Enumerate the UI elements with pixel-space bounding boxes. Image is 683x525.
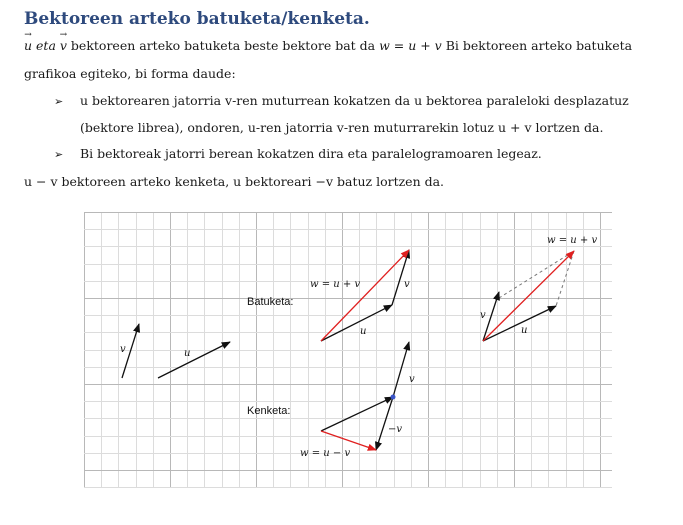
vector-u-arrow	[158, 342, 230, 378]
label-u-standalone: u	[184, 348, 191, 359]
diff-junction-point	[391, 395, 396, 400]
para-dashed-top	[499, 251, 574, 298]
vector-figure	[84, 212, 612, 488]
label-v-sum: v	[404, 279, 410, 290]
page-title: Bektoreen arteko batuketa/kenketa.	[24, 9, 370, 29]
intro-eta: eta	[32, 38, 60, 53]
label-w-diff: w = u − v	[300, 448, 351, 459]
intro-line-1	[24, 38, 632, 53]
bullet-1-line-2: (bektore librea), ondoren, u-ren jatorria v-ren muturrarekin lotuz u + v lortzen da.	[80, 120, 604, 135]
grid	[84, 212, 612, 488]
label-u-para: u	[521, 325, 528, 336]
intro-line-2: grafikoa egiteko, bi forma daude:	[24, 66, 236, 81]
subtraction-line: u − v bektoreen arteko kenketa, u bektoreari −v batuz lortzen da.	[24, 174, 445, 189]
batuketa-label: Batuketa:	[247, 296, 294, 308]
bullet-1-line-1: u bektorearen jatorria v-ren muturrean kokatzen da u bektorea paraleloki desplazatuz	[80, 93, 629, 108]
kenketa-label: Kenketa:	[247, 405, 291, 417]
bullet-arrow-icon: ➢	[54, 95, 64, 108]
vector-u: → u	[24, 38, 32, 53]
sum-u-arrow	[321, 305, 392, 341]
intro-rest: bektoreen arteko batuketa beste bektore bat da	[66, 38, 380, 53]
label-v-standalone: v	[120, 344, 126, 355]
vector-v: → v	[60, 38, 67, 53]
label-v-diff: v	[409, 374, 415, 385]
intro-tail: Bi bektoreen arteko batuketa	[441, 38, 633, 53]
bullet-arrow-icon: ➢	[54, 148, 64, 161]
label-u-sum: u	[360, 326, 367, 337]
label-w-para: w = u + v	[547, 235, 598, 246]
label-v-para: v	[480, 310, 486, 321]
label-neg-v: −v	[388, 424, 403, 435]
label-w-sum: w = u + v	[310, 279, 361, 290]
intro-equation: w = u + v	[379, 38, 442, 53]
bullet-2-line-1: Bi bektoreak jatorri berean kokatzen dira eta paralelogramoaren legeaz.	[80, 146, 542, 161]
para-u-arrow	[483, 306, 556, 341]
diff-u-arrow	[321, 397, 393, 431]
